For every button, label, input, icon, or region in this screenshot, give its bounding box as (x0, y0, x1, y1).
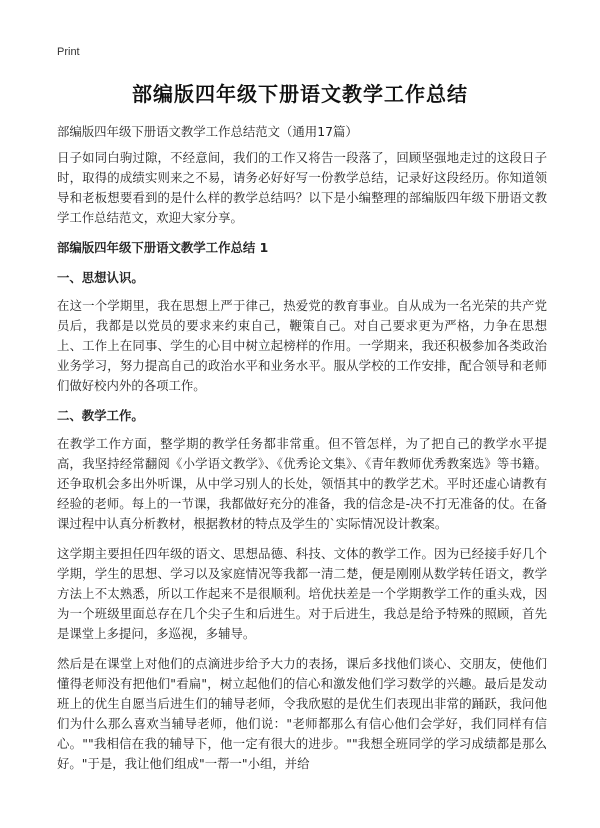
paragraph-teaching-3: 然后是在课堂上对他们的点滴进步给予大力的表扬，课后多找他们谈心、交朋友，使他们懂得老师没有把他们"看扁"，树立起他们的信心和激发他们学习数学的兴趣。最后是发动班上的优生自愿当后进生们的辅导老师，令我欣慰的是优生们表现出非常的踊跃，我问他们为什么那么喜欢当辅导老师，他们说："老师都那么有信心他们会学好，我们同样有信心。""我相信在我的辅导下，他一定有很大的进步。""我想全班同学的学习成绩都是那么好。"于是，我让他们组成"一帮一"小组，并给 (57, 656, 547, 771)
section-title: 部编版四年级下册语文教学工作总结 1 (57, 240, 269, 255)
paragraph-teaching-1: 在教学工作方面，整学期的教学任务都非常重。但不管怎样，为了把自己的教学水平提高，我坚持经常翻阅《小学语文教学》、《优秀论文集》、《青年教师优秀教案选》等书籍。还争取机会多出外听课，从中学习别人的长处，领悟其中的教学艺术。平时还虚心请教有经验的老师。每上的一节课，我都做好充分的准备，我的信念是-决不打无准备的仗。在备课过程中认真分析教材，根据教材的特点及学生的`实际情况设计教案。 (57, 436, 547, 531)
intro-paragraph: 日子如同白驹过隙，不经意间，我们的工作又将告一段落了，回顾坚强地走过的这段日子时，取得的成绩实则来之不易，请务必好好写一份教学总结，记录好这段经历。你知道领导和老板想要看到的是什么样的教学总结吗？以下是小编整理的部编版四年级下册语文教学工作总结范文，欢迎大家分享。 (57, 150, 547, 225)
paragraph-thinking: 在这一个学期里，我在思想上严于律己，热爱党的教育事业。自从成为一名光荣的共产党员后，我都是以党员的要求来约束自己，鞭策自己。对自己要求更为严格，力争在思想上、工作上在同事、学生的心目中树立起榜样的作用。一学期来，我还积极参加各类政治业务学习，努力提高自己的政治水平和业务水平。服从学校的工作安排，配合领导和老师们做好校内外的各项工作。 (57, 298, 547, 393)
heading-teaching: 二、教学工作。 (57, 408, 144, 423)
document-body (57, 122, 547, 784)
paragraph-teaching-2: 这学期主要担任四年级的语文、思想品德、科技、文体的教学工作。因为已经接手好几个学期，学生的思想、学习以及家庭情况等我都一清二楚，便是刚刚从数学转任语文，教学方法上不太熟悉，所以工作起来不是很顺利。培优扶差是一个学期教学工作的重头戏，因为一个班级里面总存在几个尖子生和后进生。对于后进生，我总是给予特殊的照顾，首先是课堂上多提问，多巡视，多辅导。 (57, 546, 547, 641)
print-link[interactable]: Print (57, 46, 80, 58)
document-subtitle: 部编版四年级下册语文教学工作总结范文（通用17篇） (57, 124, 358, 139)
document-title: 部编版四年级下册语文教学工作总结 (132, 82, 468, 106)
heading-thinking: 一、思想认识。 (57, 270, 144, 285)
